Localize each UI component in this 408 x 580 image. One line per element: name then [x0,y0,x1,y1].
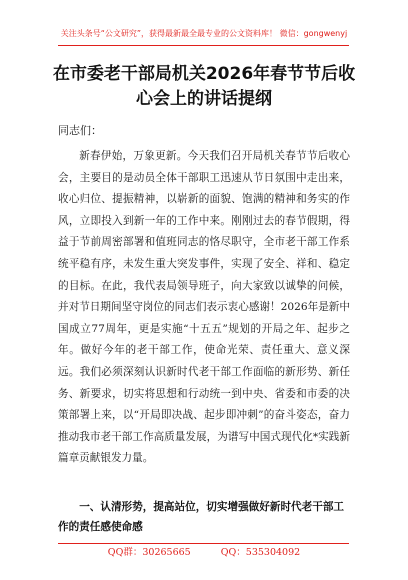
document-title: 在市委老干部局机关2026年春节节后收心会上的讲话提纲 [52,64,356,109]
greeting: 同志们： [58,124,102,137]
footer [0,547,408,559]
footer-divider [58,543,349,544]
header-divider [58,45,349,46]
footer-qq: QQ：535304092 [220,547,301,558]
section-heading: 一、认清形势，提高站位，切实增强做好新时代老干部工作的责任感使命感 [58,501,345,533]
header-banner: 关注头条号“公文研究”，获得最新最全最专业的公文资料库！ 微信：gongwenyj [60,29,348,38]
body-paragraph: 新春伊始，万象更新。今天我们召开局机关春节节后收心会，主要目的是动员全体干部职工迅速从节日氛围中走出来，收心归位、提振精神，以崭新的面貌、饱满的精神和务实的作风，立即投入到新一年的工作中来。刚刚过去的春节假期，得益于节前周密部署和值班同志的恪尽职守，全市老干部工作系统平稳有序，未发生重大突发事件，实现了安全、祥和、稳定的目标。在此，我代表局领导班子，向大家致以诚挚的问候，并对节日期间坚守岗位的同志们表示衷心感谢！2026年是新中国成立77周年，更是实施“十五五”规划的开局之年、起步之年。做好今年的老干部工作，使命光荣、责任重大、意义深远。我们必须深刻认识新时代老干部工作面临的新形势、新任务、新要求，切实将思想和行动统一到中央、省委和市委的决策部署上来，以“开局即决战、起步即冲刺”的奋斗姿态，奋力推动我市老干部工作高质量发展，为谱写中国式现代化*实践新篇章贡献银发力量。 [58,150,350,465]
footer-qq-group: QQ群：30265665 [107,547,191,558]
